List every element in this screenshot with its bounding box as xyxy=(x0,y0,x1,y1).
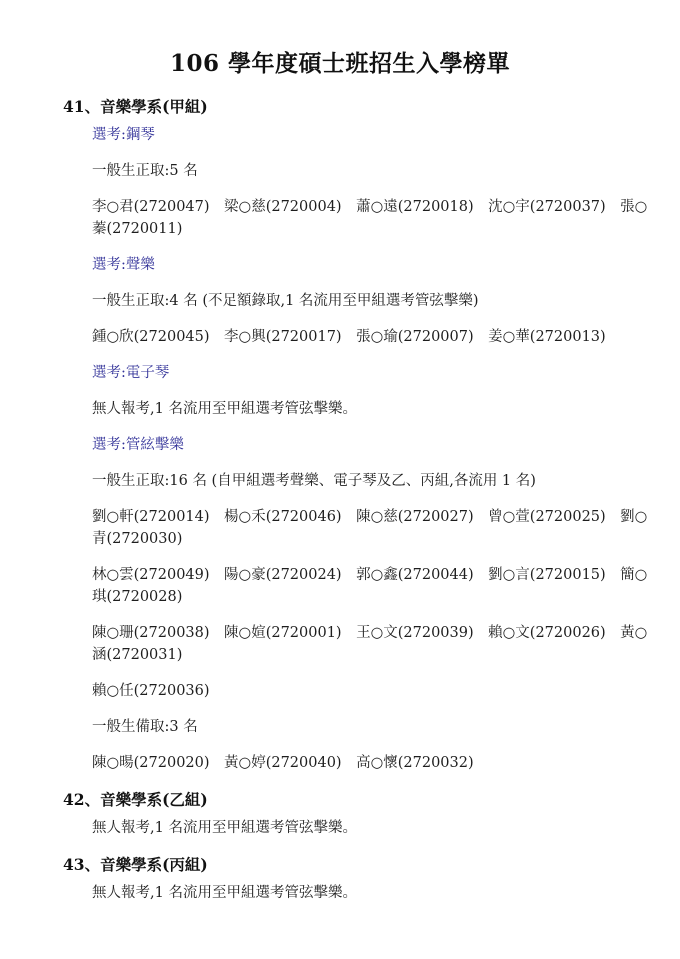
section-number: 42、 xyxy=(63,790,101,809)
section-title: 音樂學系(甲組) xyxy=(100,97,208,116)
section-title: 音樂學系(乙組) xyxy=(100,790,208,809)
section-heading xyxy=(63,853,680,877)
section-title: 音樂學系(丙組) xyxy=(100,855,208,874)
section-music-group-c xyxy=(0,853,680,904)
no-applicant-note: 無人報考,1 名流用至甲組選考管弦擊樂。 xyxy=(92,401,357,417)
exam-subject-heading: 選考:聲樂 xyxy=(92,257,155,273)
admittee-names-line: 陳○珊(2720038) 陳○媗(2720001) 王○文(2720039) 賴○文(2720026) 黃○涵(2720031) xyxy=(92,625,648,663)
section-heading xyxy=(63,788,680,812)
no-applicant-note: 無人報考,1 名流用至甲組選考管弦擊樂。 xyxy=(92,885,357,901)
waitlist-count-line: 一般生備取:3 名 xyxy=(92,719,198,735)
exam-subject-heading: 選考:電子琴 xyxy=(92,365,170,381)
section-heading xyxy=(63,95,680,119)
admittee-names-line: 鍾○欣(2720045) 李○興(2720017) 張○瑜(2720007) 姜○華(2720013) xyxy=(92,329,606,345)
page-title: 106 學年度碩士班招生入學榜單 xyxy=(169,50,511,77)
admittee-names-line: 林○雲(2720049) 陽○豪(2720024) 郭○鑫(2720044) 劉○言(2720015) 簡○琪(2720028) xyxy=(92,567,648,605)
section-music-group-b xyxy=(0,788,680,839)
section-music-group-a xyxy=(0,95,680,774)
admission-count-line: 一般生正取:5 名 xyxy=(92,163,198,179)
exam-subject-heading: 選考:鋼琴 xyxy=(92,127,155,143)
admittee-names-line: 李○君(2720047) 梁○慈(2720004) 蕭○遠(2720018) 沈○宇(2720037) 張○蓁(2720011) xyxy=(92,199,648,237)
waitlist-names-line: 陳○暘(2720020) 黃○婷(2720040) 高○懷(2720032) xyxy=(92,755,474,771)
admittee-names-line: 劉○軒(2720014) 楊○禾(2720046) 陳○慈(2720027) 曾○萱(2720025) 劉○青(2720030) xyxy=(92,509,648,547)
admittee-names-line: 賴○任(2720036) xyxy=(92,683,210,699)
sections-container xyxy=(0,95,680,904)
admission-count-line: 一般生正取:4 名 (不足額錄取,1 名流用至甲組選考管弦擊樂) xyxy=(92,293,479,309)
admission-count-line: 一般生正取:16 名 (自甲組選考聲樂、電子琴及乙、丙組,各流用 1 名) xyxy=(92,473,536,489)
no-applicant-note: 無人報考,1 名流用至甲組選考管弦擊樂。 xyxy=(92,820,357,836)
exam-subject-heading: 選考:管絃擊樂 xyxy=(92,437,184,453)
section-number: 43、 xyxy=(63,855,101,874)
section-number: 41、 xyxy=(63,97,101,116)
